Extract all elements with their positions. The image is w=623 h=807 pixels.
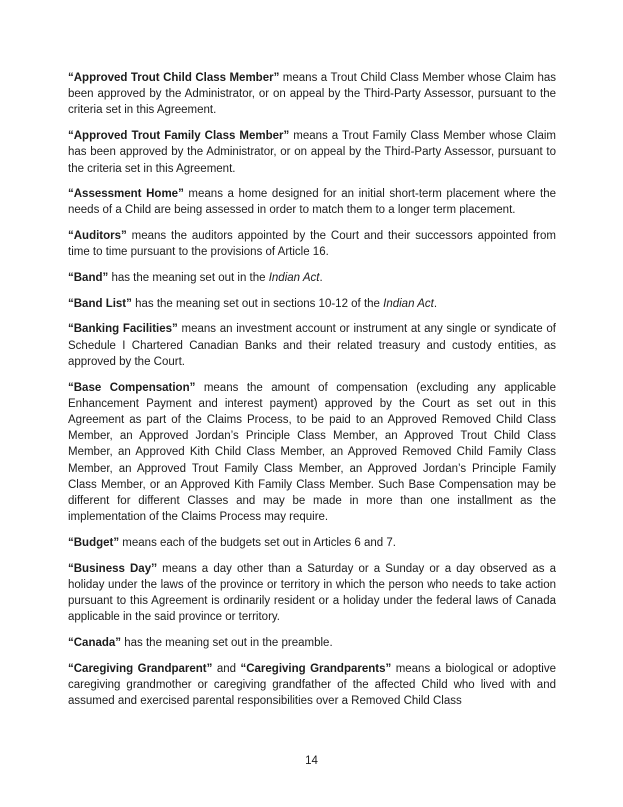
defined-term: “Base Compensation” (68, 381, 196, 394)
definition-paragraph (68, 270, 556, 286)
definition-text: has the meaning set out in the (108, 272, 269, 285)
defined-term: “Band” (68, 272, 109, 285)
definition-paragraph (68, 296, 556, 312)
definition-text: means a day other than a Saturday or a Sunday or a day observed as a holiday under the laws of the province or territory in which the person who needs to take action pursuant to this Agreement is ordinarily resident or a holiday under the federal laws of Canada applicable in the said province or territory. (68, 562, 556, 624)
page-footer (0, 753, 623, 769)
definition-paragraph (68, 635, 556, 651)
definition-text: means the auditors appointed by the Court and their successors appointed from time to time pursuant to the provisions of Article 16. (68, 230, 556, 259)
definition-text: means the amount of compensation (excluding any applicable Enhancement Payment and interest payment) approved by the Court as set out in this Agreement as part of the Claims Process, to be paid to an Approved Removed Child Class Member, an Approved Jordan’s Principle Class Member, an Approved Trout Child Class Member, an Approved Kith Child Class Member, an Approved Removed Child Family Class Member, an Approved Trout Family Class Member, an Approved Jordan’s Principle Family Class Member, or an Approved Kith Family Class Member. Such Base Compensation may be different for different Classes and may be made in more than one installment as the implementation of the Claims Process may require. (68, 381, 556, 524)
definition-text: has the meaning set out in the preamble. (121, 636, 333, 649)
defined-term: “Canada” (68, 636, 122, 649)
definition-paragraph (68, 228, 556, 260)
definition-text: . (433, 297, 438, 310)
definition-paragraph (68, 561, 556, 626)
defined-term: “Caregiving Grandparents” (240, 662, 392, 675)
defined-term: “Business Day’’ (68, 562, 158, 575)
definitions-list (68, 70, 556, 709)
definition-paragraph (68, 186, 556, 218)
statute-reference: Indian Act (383, 297, 434, 310)
definition-paragraph (68, 661, 556, 710)
definition-text: means a Trout Family Class Member whose Claim has been approved by the Administrator, or on appeal by the Third-Party Assessor, pursuant to the criteria set in this Agreement. (68, 130, 556, 175)
definition-paragraph (68, 321, 556, 370)
definition-text: . (319, 272, 323, 285)
definition-paragraph (68, 70, 556, 119)
definition-text: has the meaning set out in sections 10-12 of the (131, 297, 384, 310)
defined-term: “Auditors” (68, 230, 127, 243)
definition-text: means an investment account or instrument at any single or syndicate of Schedule I Chartered Canadian Banks and their related treasury and custody entities, as approved by the Court. (68, 323, 556, 368)
defined-term: “Assessment Home” (68, 188, 184, 201)
definition-paragraph (68, 380, 556, 526)
definition-text: means each of the budgets set out in Articles 6 and 7. (119, 536, 396, 549)
defined-term: “Banking Facilities” (68, 323, 178, 336)
defined-term: “Caregiving Grandparent” (68, 662, 213, 675)
defined-term: “Budget” (68, 536, 120, 549)
definition-text: means a home designed for an initial short-term placement where the needs of a Child are being assessed in order to match them to a longer term placement. (68, 188, 557, 217)
statute-reference: Indian Act (268, 272, 320, 285)
definition-paragraph (68, 535, 556, 551)
defined-term: “Approved Trout Child Class Member” (68, 72, 280, 84)
page-number: 14 (305, 755, 318, 767)
definition-text: means a biological or adoptive caregiving grandmother or caregiving grandfather of the affected Child who lived with and assumed and exercised parental responsibilities over a Removed Child Class (68, 662, 557, 707)
defined-term: “Approved Trout Family Class Member” (68, 130, 290, 143)
definition-paragraph (68, 128, 556, 177)
definition-text: and (212, 662, 241, 675)
defined-term: “Band List” (68, 297, 132, 310)
definition-text: means a Trout Child Class Member whose Claim has been approved by the Administrator, or on appeal by the Third-Party Assessor, pursuant to the criteria set in this Agreement. (68, 72, 556, 117)
